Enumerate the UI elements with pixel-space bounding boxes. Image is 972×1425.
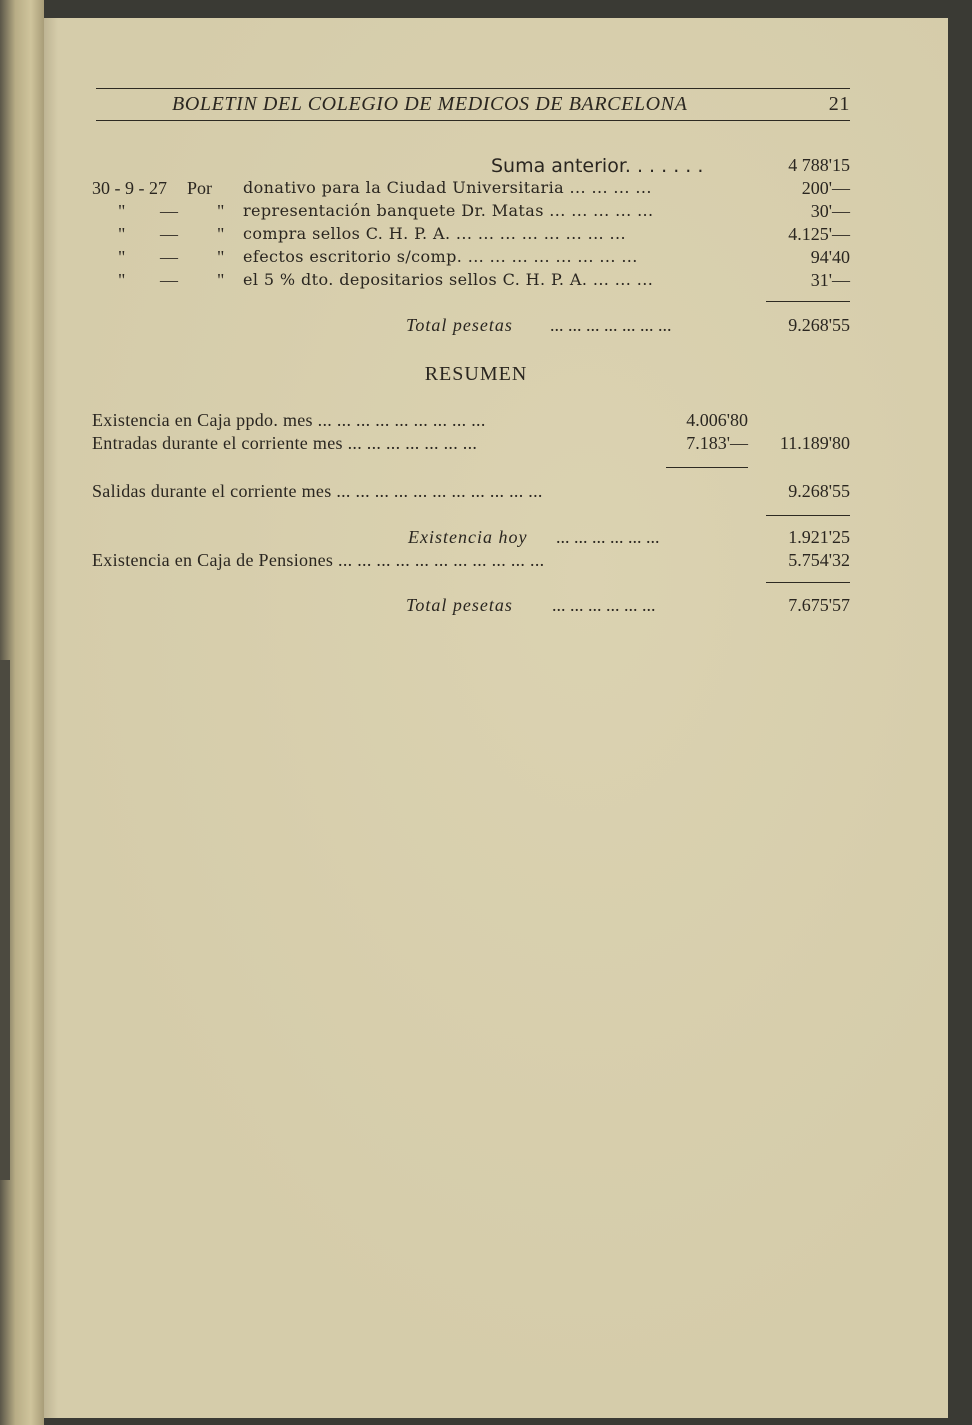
- entry-dash: —: [160, 247, 178, 267]
- entradas-amount: 7.183'—: [686, 433, 748, 453]
- document-page: [44, 18, 948, 1418]
- running-header: [96, 91, 850, 119]
- summary-row: [44, 527, 948, 551]
- page-number: 21: [828, 93, 850, 115]
- entry-dash: —: [160, 201, 178, 221]
- ledger-entry: [44, 224, 948, 248]
- summary-row: [44, 550, 948, 574]
- ledger-entry: [44, 201, 948, 225]
- entry-description: representación banquete Dr. Matas ... ... ... ... ...: [243, 201, 654, 220]
- existencia-ppdo-label: Existencia en Caja ppdo. mes ... ... ... ... ... ... ... ... ...: [92, 410, 486, 430]
- previous-sum-label: Suma anterior. . . . . . .: [491, 155, 704, 177]
- salidas-amount: 9.268'55: [788, 481, 850, 501]
- summary-row: [44, 481, 948, 505]
- entry-amount: 94'40: [810, 247, 850, 267]
- existencia-hoy-amount: 1.921'25: [788, 527, 850, 547]
- total-row: [44, 315, 948, 339]
- entry-prefix: ": [217, 270, 225, 290]
- existencia-ppdo-amount: 4.006'80: [686, 410, 748, 430]
- entry-prefix: ": [217, 224, 225, 244]
- entry-dash: —: [160, 270, 178, 290]
- total-dots: ... ... ... ... ... ...: [552, 595, 656, 615]
- total-label: Total pesetas: [406, 595, 513, 615]
- ledger-entry: [44, 178, 948, 202]
- previous-sum-row: [44, 155, 948, 179]
- ledger-entry: [44, 247, 948, 271]
- existencia-hoy-dots: ... ... ... ... ... ...: [556, 527, 660, 547]
- entry-description: efectos escritorio s/comp. ... ... ... ... ... ... ... ...: [243, 247, 638, 266]
- entry-ditto: ": [118, 270, 126, 290]
- salidas-label: Salidas durante el corriente mes ... ... ... ... ... ... ... ... ... ... ...: [92, 481, 543, 501]
- sum-rule: [766, 301, 850, 302]
- total-dots: ... ... ... ... ... ... ...: [550, 315, 672, 335]
- previous-sum-amount: 4 788'15: [788, 155, 850, 175]
- existencia-hoy-label: Existencia hoy: [408, 527, 528, 547]
- journal-title: BOLETIN DEL COLEGIO DE MEDICOS DE BARCELONA: [172, 93, 688, 115]
- existencia-pensiones-label: Existencia en Caja de Pensiones ... ... ... ... ... ... ... ... ... ... ...: [92, 550, 545, 570]
- entry-ditto: ": [118, 247, 126, 267]
- total-row: [44, 595, 948, 619]
- sum-rule: [766, 515, 850, 516]
- entradas-sum: 11.189'80: [779, 433, 850, 453]
- total-amount: 9.268'55: [788, 315, 850, 335]
- entry-description: donativo para la Ciudad Universitaria ... ... ... ...: [243, 178, 652, 197]
- sum-rule: [766, 582, 850, 583]
- entry-description: el 5 % dto. depositarios sellos C. H. P. A. ... ... ...: [243, 270, 654, 289]
- entry-date: 30 - 9 - 27: [92, 178, 167, 198]
- entry-amount: 30'—: [810, 201, 850, 221]
- entradas-label: Entradas durante el corriente mes ... ... ... ... ... ... ...: [92, 433, 478, 453]
- entry-prefix: Por: [187, 178, 213, 198]
- sum-rule: [666, 467, 748, 468]
- entry-description: compra sellos C. H. P. A. ... ... ... ... ... ... ... ...: [243, 224, 626, 243]
- existencia-pensiones-amount: 5.754'32: [788, 550, 850, 570]
- header-top-rule: [96, 88, 850, 89]
- summary-row: [44, 433, 948, 457]
- summary-row: [44, 410, 948, 434]
- entry-prefix: ": [217, 201, 225, 221]
- entry-ditto: ": [118, 201, 126, 221]
- binding-edge: [0, 0, 44, 1425]
- total-amount: 7.675'57: [788, 595, 850, 615]
- section-heading-text: RESUMEN: [424, 363, 528, 385]
- entry-prefix: ": [217, 247, 225, 267]
- entry-amount: 31'—: [810, 270, 850, 290]
- ledger-entry: [44, 270, 948, 294]
- entry-ditto: ": [118, 224, 126, 244]
- total-label: Total pesetas: [406, 315, 513, 335]
- entry-amount: 4.125'—: [788, 224, 850, 244]
- section-heading: [44, 363, 948, 386]
- header-bottom-rule: [96, 120, 850, 121]
- entry-dash: —: [160, 224, 178, 244]
- entry-amount: 200'—: [801, 178, 850, 198]
